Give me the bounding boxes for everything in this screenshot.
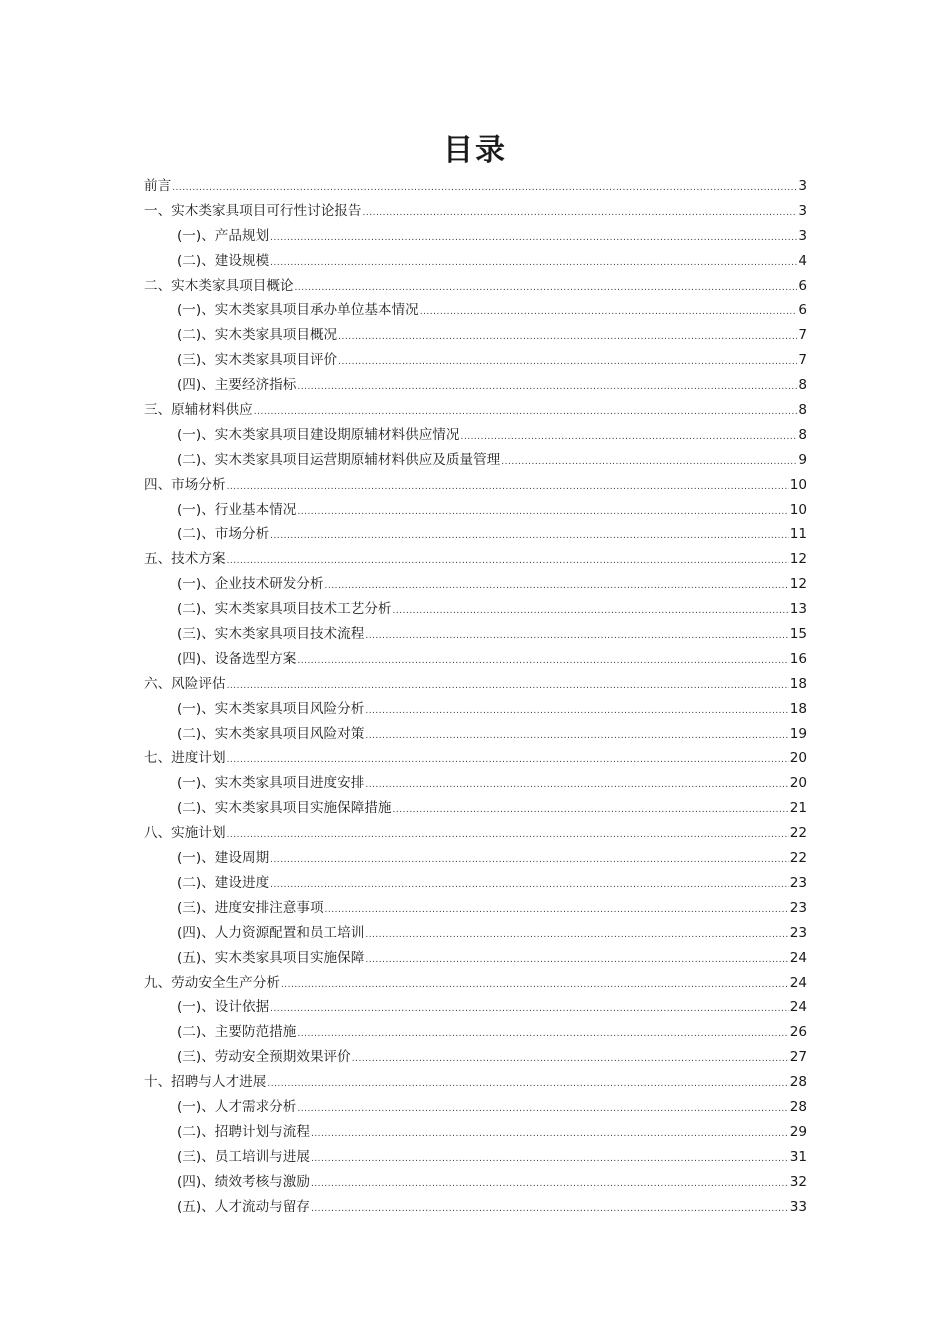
toc-page-number: 27 xyxy=(789,1049,807,1066)
toc-entry-label: 前言 xyxy=(144,178,172,194)
toc-page-number: 9 xyxy=(798,451,807,468)
toc-entry-label: (二)、招聘计划与流程 xyxy=(177,1123,310,1140)
toc-entry-label: (二)、实木类家具项目风险对策 xyxy=(177,725,365,742)
toc-entry[interactable] xyxy=(144,547,807,572)
toc-entry-label: (一)、实木类家具项目风险分析 xyxy=(177,700,365,717)
toc-subentry[interactable] xyxy=(144,323,807,348)
dot-leader xyxy=(270,524,789,549)
dot-leader xyxy=(501,450,797,475)
dot-leader xyxy=(270,226,797,251)
dot-leader xyxy=(325,574,789,599)
dot-leader xyxy=(270,997,789,1022)
toc-page-number: 28 xyxy=(789,1098,807,1115)
toc-subentry[interactable] xyxy=(144,771,807,796)
toc-page-number: 29 xyxy=(789,1123,807,1140)
toc-subentry[interactable] xyxy=(144,348,807,373)
toc-entry-label: (一)、设计依据 xyxy=(177,999,270,1016)
toc-entry-label: (三)、实木类家具项目评价 xyxy=(177,352,338,369)
toc-entry-label: 五、技术方案 xyxy=(144,551,226,568)
toc-page-number: 18 xyxy=(789,700,807,717)
toc-entry-label: 四、市场分析 xyxy=(144,476,226,493)
dot-leader xyxy=(365,699,788,724)
dot-leader xyxy=(297,1022,788,1047)
toc-subentry[interactable] xyxy=(144,1145,807,1170)
toc-page-number: 3 xyxy=(798,202,807,219)
toc-entry[interactable] xyxy=(144,174,807,199)
toc-page-number: 22 xyxy=(789,850,807,867)
toc-page-number: 28 xyxy=(789,1074,807,1091)
toc-subentry[interactable] xyxy=(144,498,807,523)
toc-page-number: 32 xyxy=(789,1173,807,1190)
toc-entry-label: (一)、行业基本情况 xyxy=(177,501,297,518)
dot-leader xyxy=(270,873,789,898)
dot-leader xyxy=(227,549,789,574)
toc-page-number: 4 xyxy=(798,252,807,269)
toc-entry-label: (二)、实木类家具项目技术工艺分析 xyxy=(177,601,392,618)
dot-leader xyxy=(338,350,797,375)
toc-subentry[interactable] xyxy=(144,1195,807,1220)
toc-page-number: 7 xyxy=(798,352,807,369)
dot-leader xyxy=(227,823,789,848)
toc-entry[interactable] xyxy=(144,971,807,996)
toc-subentry[interactable] xyxy=(144,1095,807,1120)
toc-subentry[interactable] xyxy=(144,846,807,871)
toc-entry-label: (一)、企业技术研发分析 xyxy=(177,576,324,593)
toc-subentry[interactable] xyxy=(144,423,807,448)
dot-leader xyxy=(297,375,797,400)
dot-leader xyxy=(393,599,789,624)
toc-entry-label: 九、劳动安全生产分析 xyxy=(144,974,280,991)
toc-page-number: 12 xyxy=(789,551,807,568)
dot-leader xyxy=(325,898,789,923)
dot-leader xyxy=(281,973,789,998)
toc-page-number: 23 xyxy=(789,874,807,891)
toc-entry-label: (二)、建设进度 xyxy=(177,874,270,891)
dot-leader xyxy=(365,773,788,798)
dot-leader xyxy=(267,1072,788,1097)
toc-entry-label: (一)、人才需求分析 xyxy=(177,1098,297,1115)
toc-subentry[interactable] xyxy=(144,1020,807,1045)
dot-leader xyxy=(338,325,797,350)
toc-page-number: 3 xyxy=(798,178,807,194)
toc-page-number: 6 xyxy=(798,277,807,294)
toc-page-number: 11 xyxy=(789,526,807,543)
dot-leader xyxy=(365,948,788,973)
toc-subentry[interactable] xyxy=(144,522,807,547)
toc-subentry[interactable] xyxy=(144,298,807,323)
toc-page-number: 20 xyxy=(789,750,807,767)
toc-entry-label: 十、招聘与人才进展 xyxy=(144,1074,267,1091)
toc-page-number: 12 xyxy=(789,576,807,593)
toc-entry[interactable] xyxy=(144,821,807,846)
toc-subentry[interactable] xyxy=(144,796,807,821)
dot-leader xyxy=(297,649,788,674)
toc-entry-label: (一)、产品规划 xyxy=(177,227,270,244)
dot-leader xyxy=(311,1172,789,1197)
toc-page-number: 20 xyxy=(789,775,807,792)
toc-subentry[interactable] xyxy=(144,597,807,622)
toc-entry-label: 二、实木类家具项目概论 xyxy=(144,277,294,294)
toc-subentry[interactable] xyxy=(144,647,807,672)
dot-leader xyxy=(311,1147,789,1172)
toc-page-number: 6 xyxy=(798,302,807,319)
toc-page-number: 13 xyxy=(789,601,807,618)
page-title: 目录 xyxy=(443,133,507,168)
toc-page-number: 21 xyxy=(789,800,807,817)
toc-subentry[interactable] xyxy=(144,1170,807,1195)
toc-entry-label: (二)、实木类家具项目概况 xyxy=(177,327,338,344)
toc-entry-label: (三)、员工培训与进展 xyxy=(177,1148,310,1165)
toc-entry-label: (四)、人力资源配置和员工培训 xyxy=(177,924,365,941)
toc-entry-label: 七、进度计划 xyxy=(144,750,226,767)
toc-page-number: 33 xyxy=(789,1198,807,1215)
dot-leader xyxy=(227,748,789,773)
toc-entry-label: 八、实施计划 xyxy=(144,825,226,842)
toc-subentry[interactable] xyxy=(144,921,807,946)
dot-leader xyxy=(365,923,788,948)
toc-entry[interactable] xyxy=(144,1070,807,1095)
toc-page-number: 24 xyxy=(789,999,807,1016)
dot-leader xyxy=(311,1122,789,1147)
dot-leader xyxy=(270,251,797,276)
toc-entry-label: (五)、人才流动与留存 xyxy=(177,1198,310,1215)
table-of-contents xyxy=(144,174,807,1219)
toc-entry-label: (二)、实木类家具项目实施保障措施 xyxy=(177,800,392,817)
toc-entry[interactable] xyxy=(144,672,807,697)
toc-subentry[interactable] xyxy=(144,1045,807,1070)
toc-entry-label: 六、风险评估 xyxy=(144,675,226,692)
toc-entry-label: (四)、设备选型方案 xyxy=(177,650,297,667)
toc-entry-label: (四)、主要经济指标 xyxy=(177,377,297,394)
dot-leader xyxy=(420,300,798,325)
toc-entry[interactable] xyxy=(144,199,807,224)
toc-page-number: 16 xyxy=(789,650,807,667)
toc-entry-label: (二)、实木类家具项目运营期原辅材料供应及质量管理 xyxy=(177,451,501,468)
dot-leader xyxy=(365,624,788,649)
dot-leader xyxy=(254,400,798,425)
toc-entry-label: (四)、绩效考核与激励 xyxy=(177,1173,310,1190)
toc-entry[interactable] xyxy=(144,398,807,423)
toc-entry[interactable] xyxy=(144,473,807,498)
toc-subentry[interactable] xyxy=(144,373,807,398)
dot-leader xyxy=(172,176,797,201)
toc-entry-label: (五)、实木类家具项目实施保障 xyxy=(177,949,365,966)
toc-entry-label: (三)、实木类家具项目技术流程 xyxy=(177,626,365,643)
toc-entry-label: 三、原辅材料供应 xyxy=(144,402,253,419)
toc-subentry[interactable] xyxy=(144,995,807,1020)
toc-entry-label: (三)、进度安排注意事项 xyxy=(177,899,324,916)
dot-leader xyxy=(297,1097,788,1122)
toc-page-number: 19 xyxy=(789,725,807,742)
toc-page-number: 22 xyxy=(789,825,807,842)
toc-subentry[interactable] xyxy=(144,946,807,971)
dot-leader xyxy=(270,848,789,873)
toc-subentry[interactable] xyxy=(144,697,807,722)
toc-subentry[interactable] xyxy=(144,249,807,274)
dot-leader xyxy=(460,425,797,450)
toc-entry-label: (一)、实木类家具项目进度安排 xyxy=(177,775,365,792)
toc-page-number: 15 xyxy=(789,626,807,643)
toc-subentry[interactable] xyxy=(144,1120,807,1145)
toc-page-number: 8 xyxy=(798,377,807,394)
dot-leader xyxy=(295,276,798,301)
toc-entry-label: (二)、建设规模 xyxy=(177,252,270,269)
toc-entry-label: (三)、劳动安全预期效果评价 xyxy=(177,1049,351,1066)
toc-page-number: 7 xyxy=(798,327,807,344)
toc-entry-label: (二)、市场分析 xyxy=(177,526,270,543)
dot-leader xyxy=(393,798,789,823)
dot-leader xyxy=(363,201,798,226)
toc-entry[interactable] xyxy=(144,274,807,299)
toc-subentry[interactable] xyxy=(144,448,807,473)
toc-page-number: 3 xyxy=(798,227,807,244)
dot-leader xyxy=(227,475,789,500)
toc-page-number: 10 xyxy=(789,476,807,493)
toc-page-number: 24 xyxy=(789,949,807,966)
toc-subentry[interactable] xyxy=(144,896,807,921)
toc-subentry[interactable] xyxy=(144,871,807,896)
toc-page-number: 23 xyxy=(789,899,807,916)
toc-page-number: 8 xyxy=(798,402,807,419)
dot-leader xyxy=(352,1047,789,1072)
toc-subentry[interactable] xyxy=(144,572,807,597)
toc-page-number: 8 xyxy=(798,426,807,443)
toc-page-number: 26 xyxy=(789,1024,807,1041)
dot-leader xyxy=(311,1197,789,1222)
toc-entry[interactable] xyxy=(144,746,807,771)
toc-entry-label: 一、实木类家具项目可行性讨论报告 xyxy=(144,202,362,219)
toc-page-number: 24 xyxy=(789,974,807,991)
toc-subentry[interactable] xyxy=(144,722,807,747)
dot-leader xyxy=(227,674,789,699)
toc-page-number: 31 xyxy=(789,1148,807,1165)
toc-page-number: 10 xyxy=(789,501,807,518)
toc-entry-label: (一)、建设周期 xyxy=(177,850,270,867)
toc-entry-label: (一)、实木类家具项目建设期原辅材料供应情况 xyxy=(177,426,460,443)
toc-page-number: 23 xyxy=(789,924,807,941)
toc-subentry[interactable] xyxy=(144,224,807,249)
toc-entry-label: (一)、实木类家具项目承办单位基本情况 xyxy=(177,302,419,319)
toc-subentry[interactable] xyxy=(144,622,807,647)
dot-leader xyxy=(297,500,788,525)
dot-leader xyxy=(365,724,788,749)
toc-entry-label: (二)、主要防范措施 xyxy=(177,1024,297,1041)
toc-page-number: 18 xyxy=(789,675,807,692)
